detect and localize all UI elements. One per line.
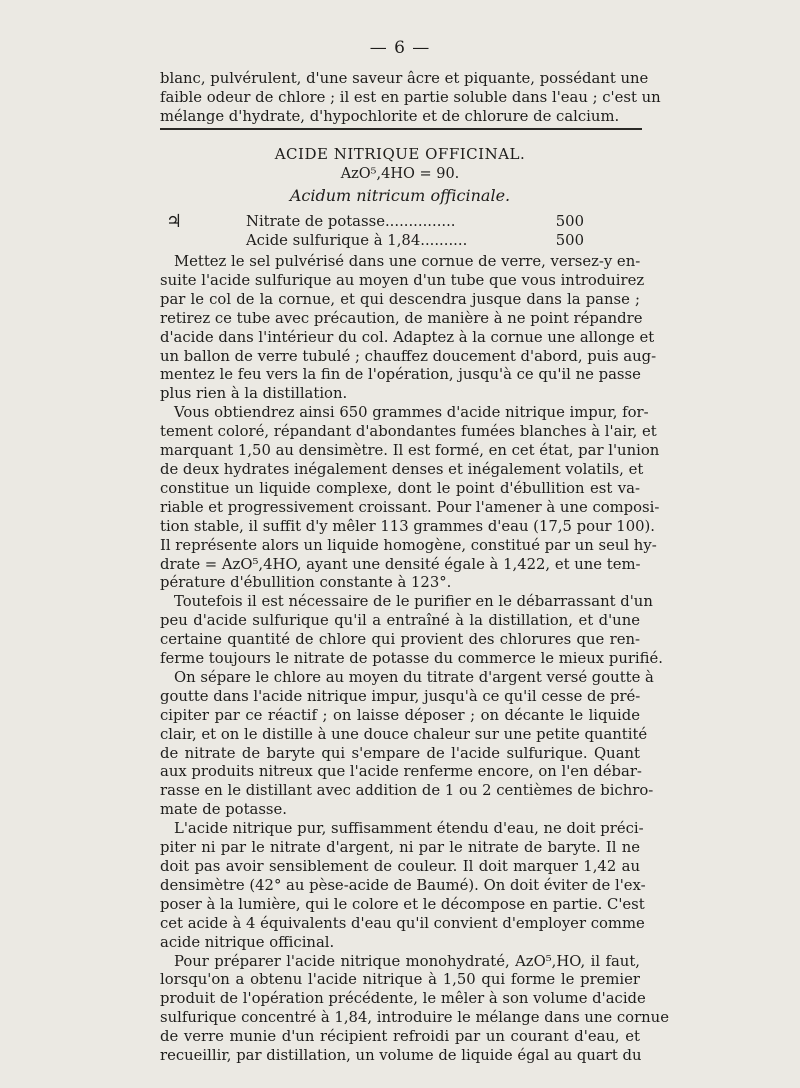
paragraph [160,404,660,593]
text-line: riable et progressivement croissant. Pour l'amener à une composi- [160,498,660,516]
text-line: ferme toujours le nitrate de potasse du commerce le mieux purifié. [160,650,663,668]
text-line: poser à la lumière, qui le colore et le décompose en partie. C'est [160,895,645,913]
text-line: drate = AzO⁵,4HO, ayant une densité égale à 1,422, et une tem- [160,555,641,573]
text-line: retirez ce tube avec précaution, de manière à ne point répandre [160,309,643,327]
text-line: produit de l'opération précédente, le mêler à son volume d'acide [160,990,646,1008]
recipe-row [160,232,640,251]
text-line: Toutefois il est nécessaire de le purifier en le débarrassant d'un [174,593,653,611]
text-line: de deux hydrates inégalement denses et inégalement volatils, et [160,460,644,478]
intro-text [160,70,661,127]
text-line: cipiter par ce réactif ; on laisse déposer ; on décante le liquide [160,706,640,724]
text-line: mélange d'hydrate, d'hypochlorite et de chlorure de calcium. [160,107,620,125]
text-line: faible odeur de chlore ; il est en partie soluble dans l'eau ; c'est un [160,88,661,106]
text-line: plus rien à la distillation. [160,385,348,403]
text-line: par le col de la cornue, et qui descendra jusque dans la panse ; [160,290,640,308]
text-line: de verre munie d'un récipient refroidi par un courant d'eau, et [160,1028,640,1046]
text-line: sulfurique concentré à 1,84, introduire le mélange dans une cornue [160,1009,669,1027]
text-line: tion stable, il suffit d'y mêler 113 grammes d'eau (17,5 pour 100). [160,517,656,535]
text-line: goutte dans l'acide nitrique impur, jusqu'à ce qu'il cesse de pré- [160,687,641,705]
text-line: doit pas avoir sensiblement de couleur. Il doit marquer 1,42 au [160,858,640,875]
text-line: Il représente alors un liquide homogène, constitué par un seul hy- [160,536,657,554]
paragraph [160,668,654,820]
text-line: peu d'acide sulfurique qu'il a entraîné à la distillation, et d'une [160,612,640,630]
text-line: un ballon de verre tubulé ; chauffez doucement d'abord, puis aug- [160,347,657,365]
text-line: constitue un liquide complexe, dont le point d'ébullition est va- [160,479,640,497]
text-line: clair, et on le distille à une douce chaleur sur une petite quantité [160,725,648,743]
recipe-row [160,213,640,232]
ingredient-quantity: 500 [555,213,584,230]
recipe-symbol: ♃ [166,211,183,232]
text-line: densimètre (42° au pèse-acide de Baumé). On doit éviter de l'ex- [160,876,646,894]
ingredient-name: Acide sulfurique à 1,84.......... [246,232,468,249]
text-line: Vous obtiendrez ainsi 650 grammes d'acide nitrique impur, for- [174,404,649,422]
text-line: pérature d'ébullition constante à 123°. [160,574,452,592]
text-line: tement coloré, répandant d'abondantes fumées blanches à l'air, et [160,423,657,441]
section-title: ACIDE NITRIQUE OFFICINAL. [274,145,526,163]
text-line: d'acide dans l'intérieur du col. Adaptez à la cornue une allonge et [160,328,655,346]
section-divider [160,128,642,130]
text-line: piter ni par le nitrate d'argent, ni par le nitrate de baryte. Il ne [160,839,640,857]
paragraph [160,820,646,952]
paragraph [160,952,669,1066]
text-line: mate de potasse. [160,801,287,819]
text-line: marquant 1,50 au densimètre. Il est formé, en cet état, par l'union [160,442,660,460]
text-line: lorsqu'on a obtenu l'acide nitrique à 1,50 qui forme le premier [160,971,640,989]
text-line: On sépare le chlore au moyen du titrate d'argent versé goutte à [174,668,654,686]
text-line: Pour préparer l'acide nitrique monohydraté, AzO⁵,HO, il faut, [174,952,640,970]
text-line: cet acide à 4 équivalents d'eau qu'il convient d'employer comme [160,914,645,932]
paragraph [160,593,663,669]
text-line: aux produits nitreux que l'acide renferme encore, on l'en débar- [160,763,642,781]
text-line: mentez le feu vers la fin de l'opération, jusqu'à ce qu'il ne passe [160,366,641,384]
text-line: recueillir, par distillation, un volume de liquide égal au quart du [160,1047,642,1065]
intro-paragraph [160,70,661,127]
text-line: Mettez le sel pulvérisé dans une cornue de verre, versez-y en- [174,253,641,270]
ingredient-name: Nitrate de potasse............... [246,213,456,230]
text-line: acide nitrique officinal. [160,933,335,951]
chemical-formula: AzO⁵,4HO = 90. [340,166,460,182]
text-line: blanc, pulvérulent, d'une saveur âcre et piquante, possédant une [160,70,649,87]
page-number: — 6 — [369,38,431,58]
text-line: de nitrate de baryte qui s'empare de l'acide sulfurique. Quant [160,744,640,762]
text-line: certaine quantité de chlore qui provient des chlorures que ren- [160,631,640,649]
ingredient-quantity: 500 [555,232,584,249]
text-line: suite l'acide sulfurique au moyen d'un tube que vous introduirez [160,271,645,289]
paragraph [160,253,657,404]
recipe-list [160,213,640,251]
latin-name: Acidum nitricum officinale. [289,186,511,205]
text-line: L'acide nitrique pur, suffisamment étendu d'eau, ne doit préci- [174,820,644,838]
text-line: rasse en le distillant avec addition de 1 ou 2 centièmes de bichro- [160,782,654,800]
body-text [160,253,669,1066]
